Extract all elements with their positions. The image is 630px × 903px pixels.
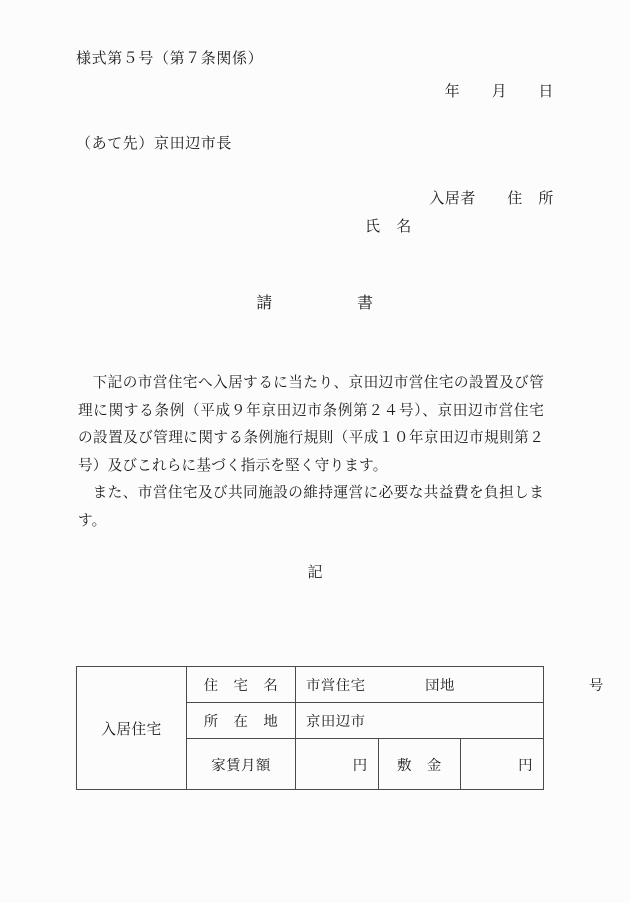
table-value-housing-name[interactable] (296, 667, 604, 703)
housing-info-table (76, 666, 604, 790)
page-title: 請 書 (256, 295, 374, 312)
applicant-address-label: 入居者 住 所 (429, 191, 554, 207)
table-value-monthly-rent[interactable]: 円 (296, 739, 379, 790)
ki-mark: 記 (307, 565, 323, 581)
housing-name-text: 市営住宅 団地 号 (306, 678, 604, 694)
date-line: 年 月 日 (444, 84, 554, 100)
body-paragraph-2: また、市営住宅及び共同施設の維持運営に必要な共益費を負担します。 (78, 485, 544, 529)
table-value-location[interactable] (296, 703, 544, 739)
table-label-monthly-rent: 家賃月額 (187, 739, 296, 790)
applicant-name-label: 氏 名 (365, 219, 412, 235)
location-text: 京田辺市 (306, 714, 366, 730)
body-paragraph-1: 下記の市営住宅へ入居するに当たり、京田辺市営住宅の設置及び管理に関する条例（平成９年京田辺市条例第２４号）、京田辺市営住宅の設置及び管理に関する条例施行規則（平成１０年京田辺市規則第２号）及びこれらに基づく指示を堅く守ります。 (78, 375, 544, 474)
table-label-location: 所 在 地 (187, 703, 296, 739)
addressee-line: （あて先）京田辺市長 (76, 136, 233, 152)
body-text (78, 370, 544, 536)
form-number: 様式第５号（第７条関係） (76, 51, 264, 67)
table-row (77, 667, 544, 703)
table-value-deposit[interactable]: 円 (461, 739, 544, 790)
table-label-housing-name: 住 宅 名 (187, 667, 296, 703)
table-label-deposit: 敷 金 (378, 739, 461, 790)
table-row-header-housing: 入居住宅 (77, 667, 187, 790)
